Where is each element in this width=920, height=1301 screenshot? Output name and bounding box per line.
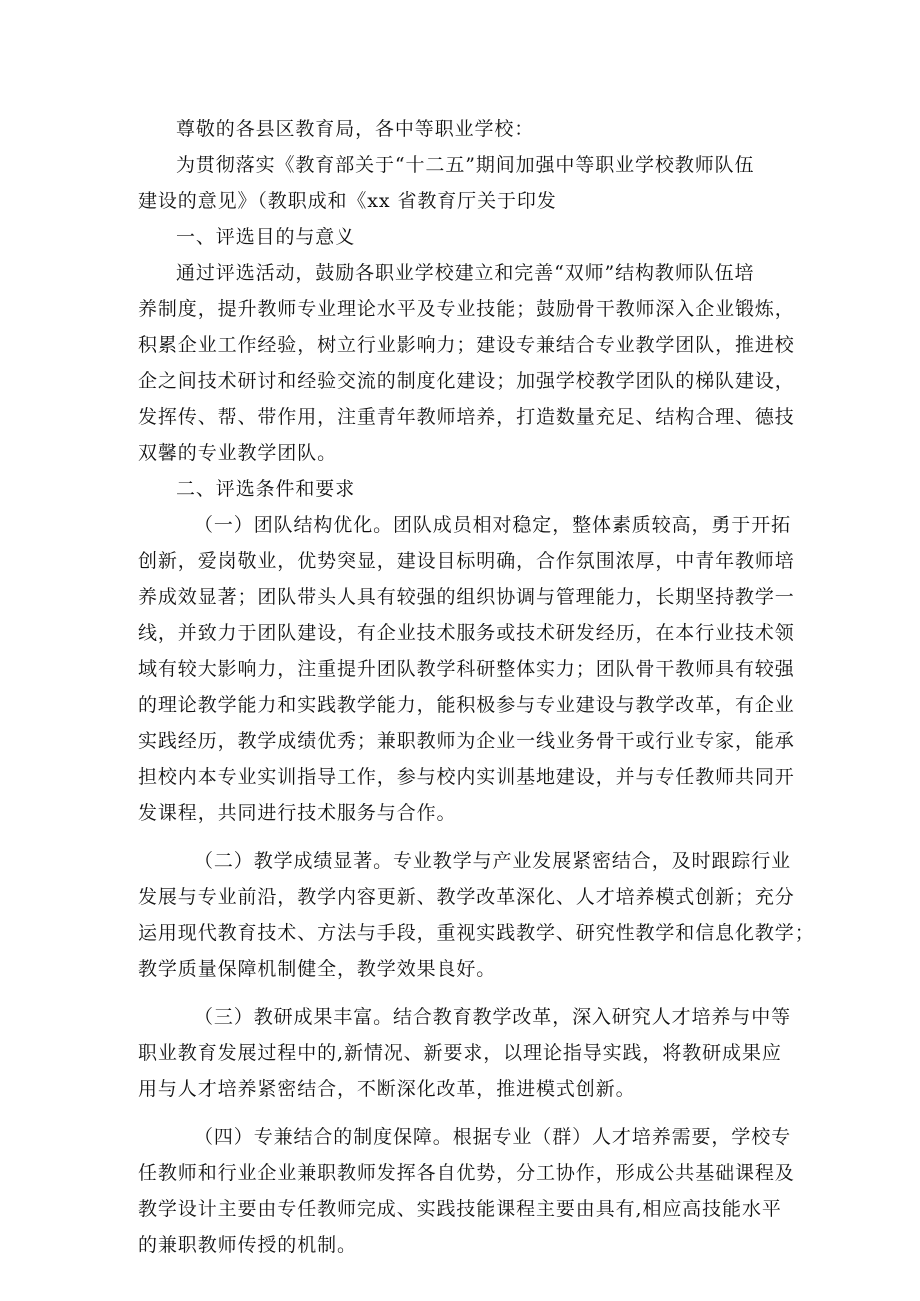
paragraph-line: 用与人才培养紧密结合，不断深化改革，推进模式创新。 [138, 1078, 636, 1100]
paragraph-line: 教学设计主要由专任教师完成、实践技能课程主要由具有,相应高技能水平 [138, 1198, 782, 1220]
section-heading: 二、评选条件和要求 [176, 478, 356, 500]
item2-paragraph [138, 843, 815, 987]
paragraph-line: 通过评选活动，鼓励各职业学校建立和完善“双师”结构教师队伍培 [176, 262, 755, 284]
paragraph-line: 任教师和行业企业兼职教师发挥各自优势，分工协作，形成公共基础课程及 [138, 1162, 795, 1184]
intro-line: 建设的意见》（教职成和《xx 省教育厅关于印发 [138, 190, 557, 212]
item1-paragraph [138, 507, 798, 831]
paragraph-line: （四）专兼结合的制度保障。根据专业（群）人才培养需要，学校专 [194, 1126, 792, 1148]
paragraph-line: 线，并致力于团队建设，有企业技术服务或技术研发经历，在本行业技术领 [138, 622, 795, 644]
paragraph-line: 的理论教学能力和实践教学能力，能积极参与专业建设与教学改革，有企业 [138, 694, 795, 716]
paragraph-line: （一）团队结构优化。团队成员相对稳定，整体素质较高，勇于开拓 [194, 514, 792, 536]
paragraph-gap [138, 987, 798, 999]
paragraph-line: 发挥传、帮、带作用，注重青年教师培养，打造数量充足、结构合理、德技 [138, 406, 795, 428]
section1-paragraph [138, 255, 798, 471]
paragraph-line: 实践经历，教学成绩优秀；兼职教师为企业一线业务骨干或行业专家，能承 [138, 730, 795, 752]
paragraph-gap [138, 831, 798, 843]
intro-line: 为贯彻落实《教育部关于“十二五”期间加强中等职业学校教师队伍 [176, 154, 755, 176]
paragraph-line: 发课程，共同进行技术服务与合作。 [138, 802, 457, 824]
paragraph-line: 发展与专业前沿，教学内容更新、教学改革深化、人才培养模式创新；充分 [138, 886, 795, 908]
paragraph-gap [138, 1107, 798, 1119]
paragraph-line: 职业教育发展过程中的,新情况、新要求，以理论指导实践，将教研成果应 [138, 1042, 782, 1064]
paragraph-line: 运用现代教育技术、方法与手段，重视实践教学、研究性教学和信息化教学； [138, 922, 815, 944]
paragraph-line: 积累企业工作经验，树立行业影响力；建设专兼结合专业教学团队，推进校 [138, 334, 795, 356]
salutation: 尊敬的各县区教育局，各中等职业学校： [176, 118, 535, 140]
paragraph-line: 教学质量保障机制健全，教学效果良好。 [138, 958, 497, 980]
paragraph-line: 企之间技术研讨和经验交流的制度化建设；加强学校教学团队的梯队建设， [138, 370, 795, 392]
item3-paragraph [138, 999, 798, 1107]
item4-paragraph [138, 1119, 798, 1263]
paragraph-line: 养制度，提升教师专业理论水平及专业技能；鼓励骨干教师深入企业锻炼， [138, 298, 795, 320]
paragraph-line: （三）教研成果丰富。结合教育教学改革，深入研究人才培养与中等 [194, 1006, 792, 1028]
paragraph-line: （二）教学成绩显著。专业教学与产业发展紧密结合，及时跟踪行业 [194, 850, 792, 872]
paragraph-line: 养成效显著；团队带头人具有较强的组织协调与管理能力，长期坚持教学一 [138, 586, 795, 608]
paragraph-line: 创新，爱岗敬业，优势突显，建设目标明确，合作氛围浓厚，中青年教师培 [138, 550, 795, 572]
section-heading: 一、评选目的与意义 [176, 226, 356, 248]
paragraph-line: 域有较大影响力，注重提升团队教学科研整体实力；团队骨干教师具有较强 [138, 658, 795, 680]
paragraph-line: 担校内本专业实训指导工作，参与校内实训基地建设，并与专任教师共同开 [138, 766, 795, 788]
document-body [138, 111, 815, 1263]
paragraph-line: 的兼职教师传授的机制。 [138, 1234, 357, 1256]
paragraph-line: 双馨的专业教学团队。 [138, 442, 338, 464]
